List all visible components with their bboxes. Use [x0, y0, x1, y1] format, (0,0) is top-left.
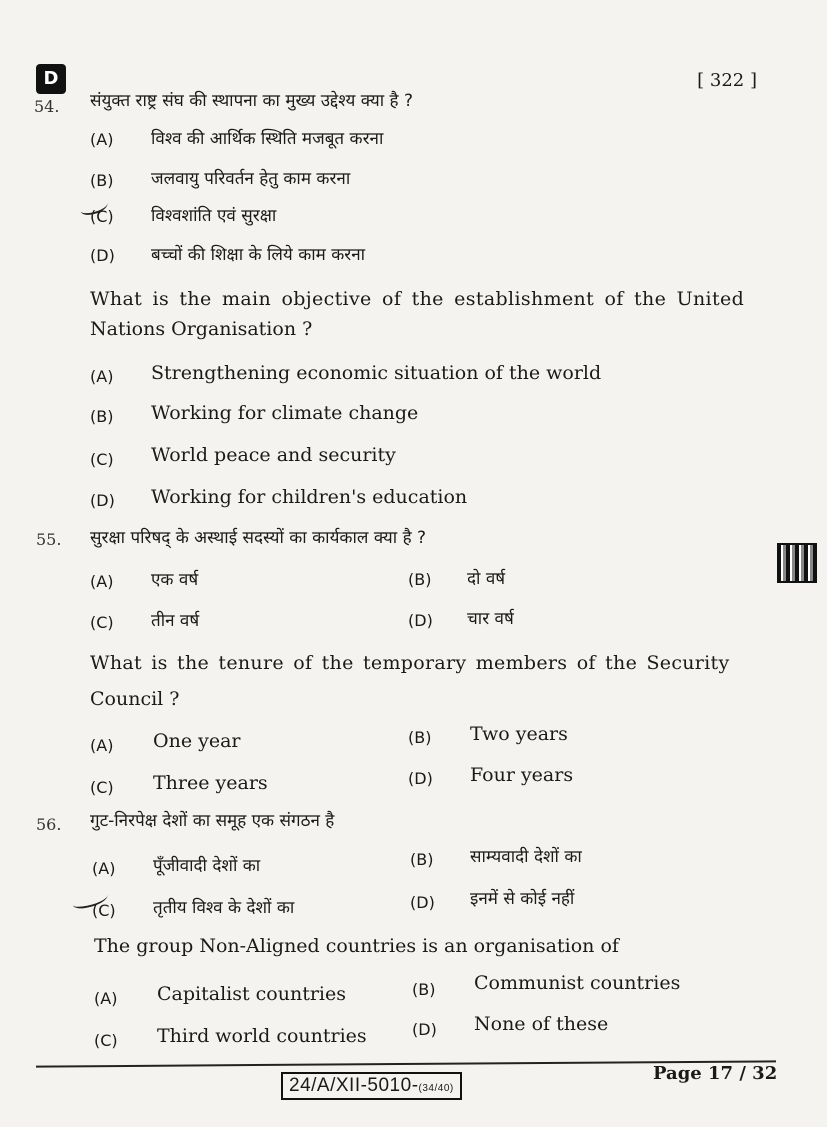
- q56-english-option-b: Communist countries: [474, 972, 681, 994]
- q54-hindi-option-label-d: (D): [90, 246, 115, 265]
- q54-english-option-label-a: (A): [90, 367, 114, 386]
- q54-english-option-label-b: (B): [90, 407, 114, 426]
- q54-english-question-line2: Nations Organisation ?: [90, 318, 313, 340]
- q54-hindi-option-a: विश्व की आर्थिक स्थिति मजबूत करना: [151, 129, 384, 149]
- q55-english-option-label-b: (B): [408, 728, 432, 747]
- q55-english-option-b: Two years: [470, 723, 568, 745]
- paper-code-box: [281, 1072, 462, 1100]
- q55-english-question-line1: What is the tenure of the temporary members of the Security: [90, 652, 730, 674]
- q55-english-option-label-a: (A): [90, 736, 114, 755]
- q54-hindi-option-c: विश्वशांति एवं सुरक्षा: [151, 206, 277, 226]
- q56-english-option-label-a: (A): [94, 989, 118, 1008]
- q56-english-option-a: Capitalist countries: [157, 983, 346, 1005]
- q54-english-question-line1: What is the main objective of the establishment of the United: [90, 288, 745, 310]
- q55-english-option-d: Four years: [470, 764, 574, 786]
- q55-english-option-label-c: (C): [90, 778, 114, 797]
- q56-hindi-option-c: तृतीय विश्व के देशों का: [153, 898, 295, 918]
- q54-hindi-option-b: जलवायु परिवर्तन हेतु काम करना: [151, 169, 351, 189]
- q54-english-option-label-d: (D): [90, 491, 115, 510]
- q55-hindi-option-label-b: (B): [408, 570, 432, 589]
- paper-code-small: (34/40): [418, 1083, 454, 1094]
- q56-hindi-question: गुट-निरपेक्ष देशों का समूह एक संगठन है: [90, 811, 335, 831]
- q56-english-option-c: Third world countries: [157, 1025, 367, 1047]
- q55-hindi-option-a: एक वर्ष: [151, 570, 199, 590]
- q56-hindi-option-label-b: (B): [410, 850, 434, 869]
- paper-code: 24/A/XII-5010-: [289, 1075, 419, 1096]
- q56-hindi-option-label-a: (A): [92, 859, 116, 878]
- set-badge: D: [36, 64, 66, 94]
- q55-hindi-option-c: तीन वर्ष: [151, 611, 200, 631]
- q55-hindi-option-label-d: (D): [408, 611, 433, 630]
- q56-hindi-option-b: साम्यवादी देशों का: [470, 847, 582, 867]
- q55-english-question-line2: Council ?: [90, 688, 180, 710]
- q55-english-option-c: Three years: [153, 772, 268, 794]
- q55-hindi-option-label-c: (C): [90, 613, 114, 632]
- q56-hindi-option-label-c: (C): [92, 901, 116, 920]
- q54-hindi-option-d: बच्चों की शिक्षा के लिये काम करना: [151, 245, 366, 265]
- q54-english-option-b: Working for climate change: [151, 402, 419, 424]
- q54-english-option-label-c: (C): [90, 450, 114, 469]
- question-number-56: 56.: [36, 815, 62, 834]
- q54-english-option-a: Strengthening economic situation of the world: [151, 362, 602, 384]
- question-number-54: 54.: [34, 97, 60, 116]
- question-number-55: 55.: [36, 530, 62, 549]
- q55-hindi-option-b: दो वर्ष: [467, 569, 506, 589]
- q56-english-option-label-b: (B): [412, 980, 436, 999]
- q56-hindi-option-a: पूँजीवादी देशों का: [153, 856, 261, 876]
- q55-english-option-label-d: (D): [408, 769, 433, 788]
- q56-hindi-option-d: इनमें से कोई नहीं: [470, 889, 575, 909]
- q54-hindi-option-label-a: (A): [90, 130, 114, 149]
- q54-hindi-option-label-c: (C): [90, 207, 114, 226]
- q56-english-option-label-d: (D): [412, 1020, 437, 1039]
- q55-hindi-option-d: चार वर्ष: [467, 609, 514, 629]
- q55-hindi-option-label-a: (A): [90, 572, 114, 591]
- q56-english-option-label-c: (C): [94, 1031, 118, 1050]
- q54-hindi-question: संयुक्त राष्ट्र संघ की स्थापना का मुख्य उद्देश्य क्या है ?: [90, 91, 413, 111]
- q54-hindi-option-label-b: (B): [90, 171, 114, 190]
- q55-english-option-a: One year: [153, 730, 241, 752]
- q54-english-option-d: Working for children's education: [151, 486, 468, 508]
- q56-english-option-d: None of these: [474, 1013, 609, 1035]
- qr-code-image: [779, 545, 815, 581]
- page-number: Page 17 / 32: [653, 1063, 778, 1084]
- q55-hindi-question: सुरक्षा परिषद् के अस्थाई सदस्यों का कार्यकाल क्या है ?: [90, 528, 427, 548]
- q56-hindi-option-label-d: (D): [410, 893, 435, 912]
- question-code: [ 322 ]: [697, 70, 757, 91]
- q56-english-question: The group Non-Aligned countries is an organisation of: [94, 935, 619, 957]
- q54-english-option-c: World peace and security: [151, 444, 396, 466]
